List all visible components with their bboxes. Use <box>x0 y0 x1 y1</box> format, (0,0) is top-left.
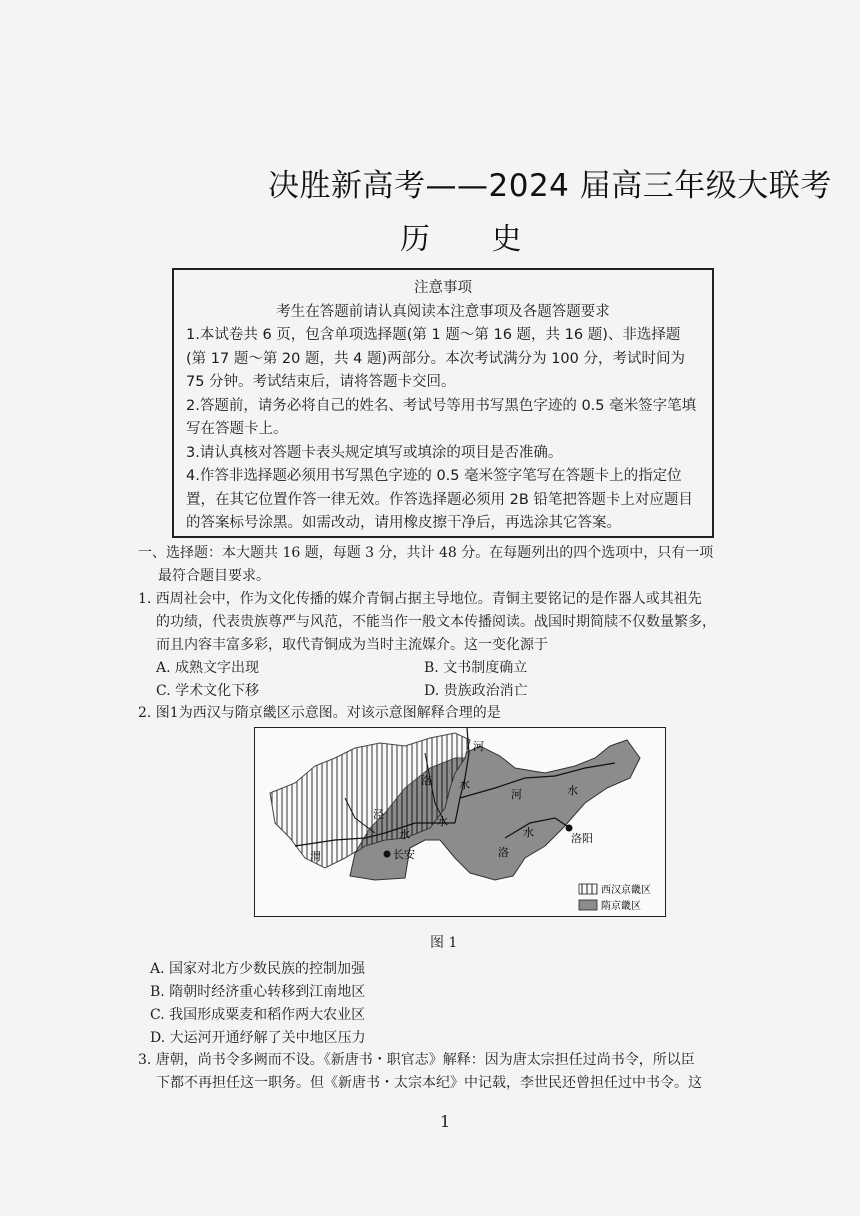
map-label: 泾 <box>373 808 384 821</box>
legend-swatch-han <box>579 884 597 894</box>
page-number: 1 <box>440 1112 451 1131</box>
exam-title: 决胜新高考——2024 届高三年级大联考 <box>268 168 832 204</box>
map-label: 水 <box>459 778 470 791</box>
section-line: 一、选择题：本大题共 16 题，每题 3 分，共计 48 分。在每题列出的四个选项中，只有一项 <box>138 545 714 561</box>
city-label: 洛阳 <box>571 832 593 845</box>
question-line: 而且内容丰富多彩，取代青铜成为当时主流媒介。这一变化源于 <box>156 637 548 653</box>
option-c: C. 学术文化下移 <box>156 683 260 699</box>
question-line: 1. 西周社会中，作为文化传播的媒介青铜占据主导地位。青铜主要铭记的是作器人或其祖先 <box>138 591 702 607</box>
subject-title: 历 史 <box>400 222 548 257</box>
changan-marker <box>384 851 391 858</box>
notice-subheading: 考生在答题前请认真阅读本注意事项及各题答题要求 <box>276 304 610 320</box>
legend-label: 西汉京畿区 <box>601 885 651 896</box>
notice-heading: 注意事项 <box>414 280 472 296</box>
map-label: 水 <box>523 826 534 839</box>
question-2 <box>138 702 756 725</box>
section-heading <box>138 542 756 588</box>
map-label: 渭 <box>310 850 321 863</box>
map-label: 洛 <box>498 846 509 859</box>
option-c: C. 我国形成粟麦和稻作两大农业区 <box>150 1007 366 1023</box>
map-svg <box>255 728 664 915</box>
notice-item: 4.作答非选择题必须用书写黑色字迹的 0.5 毫米签字笔写在答题卡上的指定位置，在其它位置作答一律无效。作答选择题必须用 2B 铅笔把答题卡上对应题目的答案标号涂黑。如需改动，请用橡皮擦干净后，再选涂其它答案。 <box>186 468 693 531</box>
option-b: B. 隋朝时经济重心转移到江南地区 <box>150 984 366 1000</box>
map-label: 水 <box>399 828 410 841</box>
legend-swatch-sui <box>579 900 597 910</box>
question-line: 的功绩，代表贵族尊严与风范，不能当作一般文本传播阅读。战国时期简牍不仅数量繁多， <box>156 614 716 630</box>
map-label: 水 <box>567 784 578 797</box>
question-line: 3. 唐朝，尚书令多阙而不设。《新唐书・职官志》解释：因为唐太宗担任过尚书令，所以臣 <box>138 1052 695 1068</box>
legend-label: 隋京畿区 <box>601 901 641 912</box>
notice-item: 3.请认真核对答题卡表头规定填写或填涂的项目是否准确。 <box>186 444 563 461</box>
luoyang-marker <box>566 825 573 832</box>
map-label: 河 <box>511 788 522 801</box>
map-label: 洛 <box>421 774 432 787</box>
question-line: 下都不再担任这一职务。但《新唐书・太宗本纪》中记载，李世民还曾担任过中书令。这 <box>156 1075 702 1091</box>
question-3 <box>138 1049 756 1095</box>
notice-item: 2.答题前，请务必将自己的姓名、考试号等用书写黑色字迹的 0.5 毫米签字笔填写在答题卡上。 <box>186 397 697 437</box>
notice-box <box>172 268 714 538</box>
notice-item: 1.本试卷共 6 页，包含单项选择题(第 1 题～第 16 题，共 16 题)、非选择题(第 17 题～第 20 题，共 4 题)两部分。本次考试满分为 100 分，考试时间为 75 分钟。考试结束后，请将答题卡交回。 <box>186 327 685 390</box>
option-a: A. 成熟文字出现 <box>156 660 260 676</box>
map-label: 水 <box>437 815 448 828</box>
map-label: 河 <box>473 740 484 753</box>
map-figure <box>254 727 666 917</box>
option-b: B. 文书制度确立 <box>424 660 528 676</box>
option-d: D. 贵族政治消亡 <box>424 683 528 699</box>
section-line: 最符合题目要求。 <box>158 568 270 584</box>
option-d: D. 大运河开通纾解了关中地区压力 <box>150 1030 366 1046</box>
city-label: 长安 <box>393 848 415 861</box>
option-a: A. 国家对北方少数民族的控制加强 <box>150 961 366 977</box>
figure-caption: 图 1 <box>430 935 458 951</box>
question-1 <box>138 588 756 657</box>
question-line: 2. 图1为西汉与隋京畿区示意图。对该示意图解释合理的是 <box>138 705 501 721</box>
